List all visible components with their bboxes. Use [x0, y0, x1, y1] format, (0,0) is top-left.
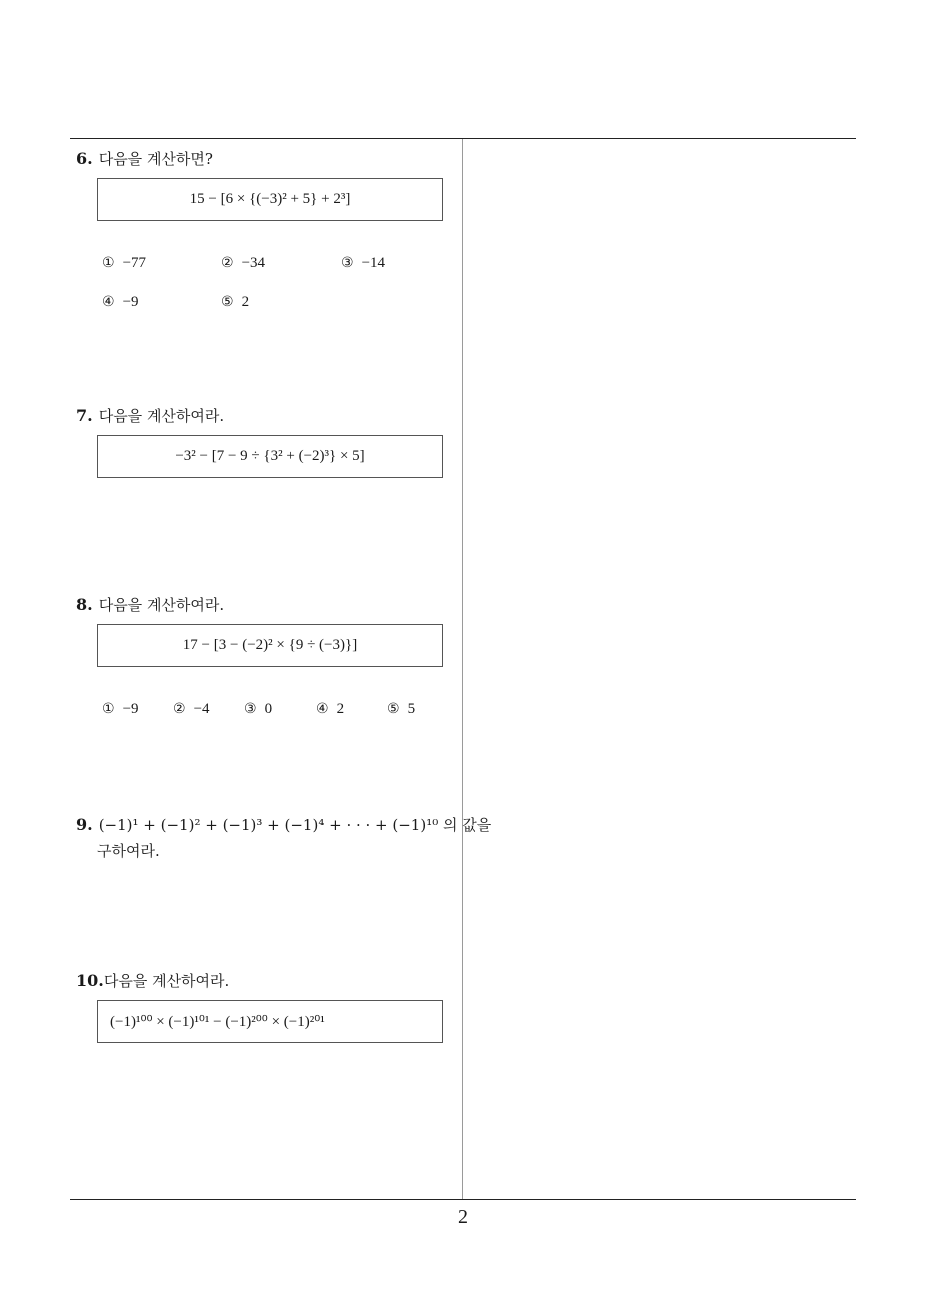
- formula-box: [97, 178, 443, 221]
- problem-number: 9.: [76, 815, 93, 834]
- formula-box: [97, 1000, 443, 1043]
- page-number: 2: [458, 1206, 468, 1228]
- problem-number: 8.: [76, 595, 93, 614]
- problem-8: [76, 592, 458, 717]
- choice-1[interactable]: ① −77: [102, 255, 147, 271]
- problem-10: [76, 968, 458, 1043]
- formula: 17 − [3 − (−2)² × {9 ÷ (−3)}]: [182, 637, 358, 653]
- question-text: 다음을 계산하면?: [98, 150, 213, 168]
- choice-4[interactable]: ④ −9: [102, 294, 139, 310]
- choices: [100, 221, 458, 311]
- formula-box: [97, 435, 443, 478]
- question-text: 다음을 계산하여라.: [98, 596, 225, 614]
- formula: 15 − [6 × {(−3)² + 5} + 2³]: [189, 191, 351, 207]
- formula-box: [97, 624, 443, 667]
- problem-number: 10.: [76, 971, 104, 990]
- question-text-line-2: 구하여라.: [97, 842, 160, 860]
- choices: [100, 667, 458, 717]
- question-text: 다음을 계산하여라.: [98, 407, 225, 425]
- choice-4[interactable]: ④ 2: [316, 701, 345, 717]
- problem-7: [76, 403, 458, 478]
- choice-3[interactable]: ③ −14: [341, 255, 386, 271]
- choice-1[interactable]: ① −9: [102, 701, 139, 717]
- top-rule: [70, 138, 856, 139]
- problem-number: 6.: [76, 149, 93, 168]
- formula: −3² − [7 − 9 ÷ {3² + (−2)³} × 5]: [175, 448, 365, 464]
- column-divider: [462, 139, 463, 1199]
- bottom-rule: [70, 1199, 856, 1200]
- choice-3[interactable]: ③ 0: [244, 701, 273, 717]
- choice-2[interactable]: ② −4: [173, 701, 210, 717]
- choice-5[interactable]: ⑤ 2: [221, 294, 250, 310]
- choice-2[interactable]: ② −34: [221, 255, 266, 271]
- question-text: 다음을 계산하여라.: [103, 972, 230, 990]
- choice-5[interactable]: ⑤ 5: [387, 701, 416, 717]
- problem-9: [76, 812, 492, 864]
- problem-6: [76, 146, 458, 311]
- question-text-line-1: (−1)¹ + (−1)² + (−1)³ + (−1)⁴ + · · · + (−1)¹⁰ 의 값을: [98, 816, 492, 834]
- problem-number: 7.: [76, 406, 93, 425]
- formula: (−1)¹⁰⁰ × (−1)¹⁰¹ − (−1)²⁰⁰ × (−1)²⁰¹: [110, 1014, 325, 1030]
